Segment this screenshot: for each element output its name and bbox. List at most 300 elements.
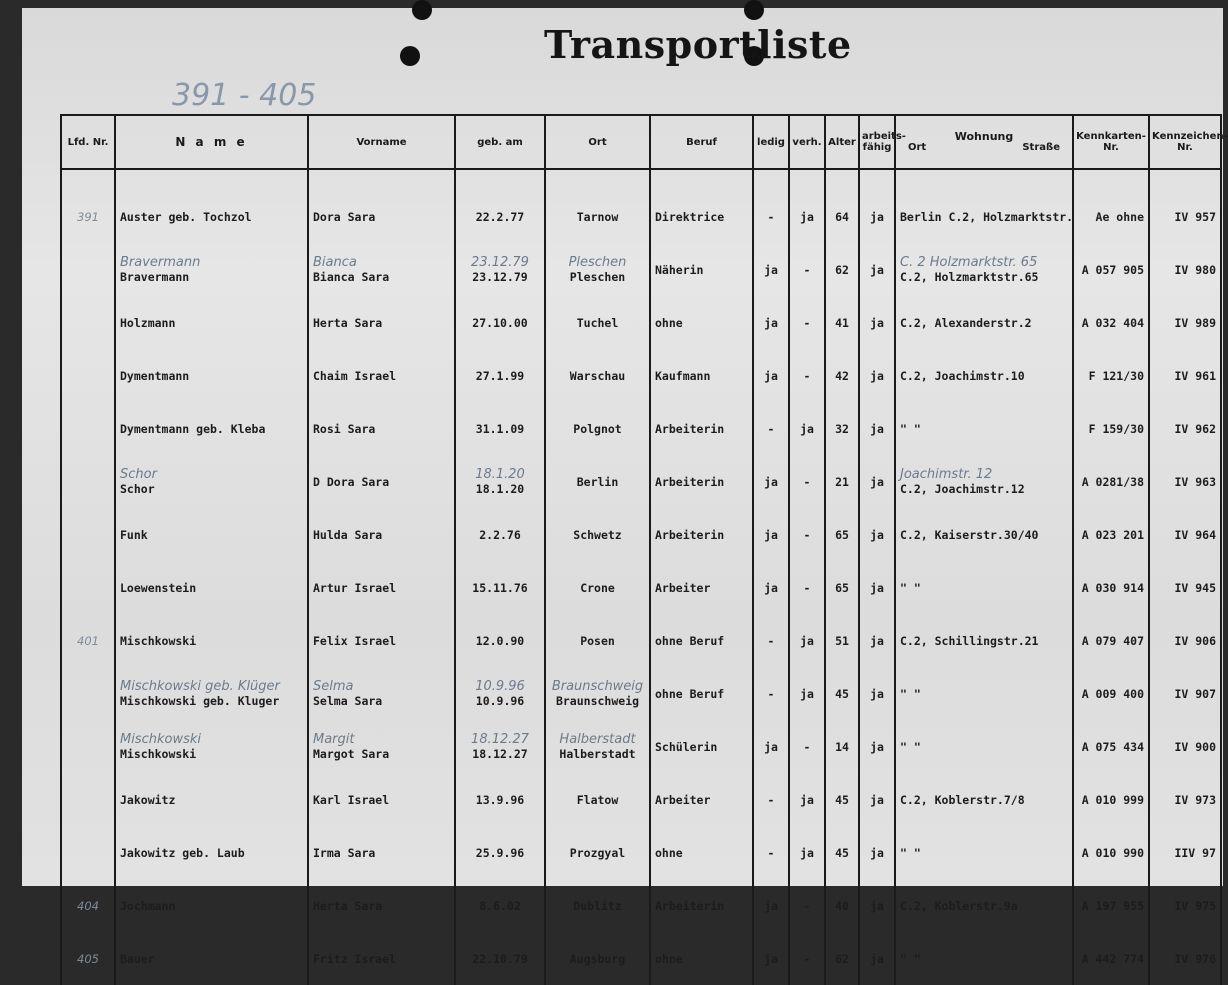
cell-text: Felix Israel	[313, 633, 397, 648]
cell-ort	[545, 773, 650, 826]
cell-text: Tarnow	[576, 209, 619, 224]
cell-ledig	[753, 296, 789, 349]
cell-text: Irma Sara	[313, 845, 376, 860]
cell-kz	[1149, 169, 1221, 243]
cell-text: 12.0.90	[475, 633, 525, 648]
document-title: Transportliste	[544, 22, 852, 67]
cell-kz	[1149, 879, 1221, 932]
table-row	[61, 932, 1221, 985]
cell-name	[115, 932, 308, 985]
cell-text: " "	[900, 951, 921, 966]
cell-text: 22.2.77	[475, 209, 525, 224]
cell-name	[115, 667, 308, 720]
cell-text: Crone	[580, 580, 615, 595]
cell-wohnung	[895, 561, 1073, 614]
cell-text: -	[767, 633, 775, 648]
cell-text: 10.9.96	[475, 693, 525, 708]
handwritten-annotation: 18.1.20	[475, 466, 525, 482]
cell-text: ja	[870, 633, 884, 648]
cell-beruf	[650, 455, 753, 508]
cell-ort	[545, 402, 650, 455]
cell-ort	[545, 296, 650, 349]
handwritten-annotation: Pleschen	[568, 254, 627, 270]
cell-text: A 010 990	[1081, 845, 1144, 860]
table-row	[61, 879, 1221, 932]
cell-ledig	[753, 773, 789, 826]
cell-ort	[545, 879, 650, 932]
cell-text: Karl Israel	[313, 792, 390, 807]
cell-arbeit	[859, 879, 895, 932]
cell-beruf	[650, 561, 753, 614]
cell-name	[115, 243, 308, 296]
cell-vorname	[308, 614, 455, 667]
cell-text: Prozgyal	[569, 845, 626, 860]
cell-text: Bravermann	[120, 269, 190, 284]
table-row	[61, 243, 1221, 296]
cell-text: A 0281/38	[1081, 474, 1144, 489]
cell-arbeit	[859, 720, 895, 773]
cell-text: Dora Sara	[313, 209, 376, 224]
cell-alter	[825, 561, 859, 614]
transport-table	[60, 114, 1228, 985]
cell-text: ja	[870, 315, 884, 330]
cell-kk	[1073, 349, 1149, 402]
cell-ort	[545, 932, 650, 985]
cell-ort	[545, 667, 650, 720]
cell-text: ja	[870, 474, 884, 489]
cell-alter	[825, 349, 859, 402]
cell-geb	[455, 296, 545, 349]
cell-vorname	[308, 508, 455, 561]
handwritten-annotation: C. 2 Holzmarktstr. 65	[900, 254, 1038, 270]
cell-vorname	[308, 879, 455, 932]
cell-text: ja	[764, 951, 778, 966]
cell-arbeit	[859, 773, 895, 826]
document-sheet	[22, 8, 1228, 966]
cell-text: 13.9.96	[475, 792, 525, 807]
cell-kz	[1149, 667, 1221, 720]
cell-text: -	[767, 686, 775, 701]
cell-lfd	[61, 508, 115, 561]
cell-text: 22.10.79	[472, 951, 528, 966]
handwritten-annotation: Halberstadt	[559, 731, 636, 747]
cell-verh	[789, 879, 825, 932]
cell-wohnung	[895, 720, 1073, 773]
cell-text: A 023 201	[1081, 527, 1144, 542]
cell-text: Mischkowski	[120, 633, 197, 648]
cell-text: ohne	[655, 315, 683, 330]
cell-text: Tuchel	[576, 315, 619, 330]
cell-text: ja	[764, 527, 778, 542]
cell-text: Artur Israel	[313, 580, 397, 595]
cell-vorname	[308, 932, 455, 985]
cell-verh	[789, 296, 825, 349]
cell-text: ja	[870, 845, 884, 860]
cell-verh	[789, 667, 825, 720]
cell-text: ohne Beruf	[655, 686, 725, 701]
header-alter: Alter	[825, 115, 859, 169]
cell-text: C.2, Koblerstr.9a	[900, 898, 1018, 913]
cell-alter	[825, 455, 859, 508]
cell-geb	[455, 932, 545, 985]
cell-text: Jochmann	[120, 898, 176, 913]
cell-kk	[1073, 773, 1149, 826]
cell-alter	[825, 720, 859, 773]
cell-lfd	[61, 402, 115, 455]
cell-text: Schor	[120, 481, 155, 496]
cell-text: -	[767, 845, 775, 860]
cell-text: ja	[800, 686, 814, 701]
header-name: N a m e	[115, 115, 308, 169]
cell-text: " "	[900, 845, 921, 860]
cell-lfd	[61, 667, 115, 720]
cell-text: A 009 400	[1081, 686, 1144, 701]
header-verh: verh.	[789, 115, 825, 169]
cell-wohnung	[895, 879, 1073, 932]
header-kennzeichen: Kennzeichen-Nr.	[1149, 115, 1221, 169]
cell-text: Direktrice	[655, 209, 725, 224]
cell-beruf	[650, 243, 753, 296]
cell-text: -	[803, 262, 811, 277]
cell-kz	[1149, 243, 1221, 296]
cell-text: Herta Sara	[313, 315, 383, 330]
cell-kz	[1149, 402, 1221, 455]
cell-text: 45	[835, 845, 849, 860]
handwritten-annotation: Selma	[313, 678, 354, 694]
handwritten-annotation: 10.9.96	[475, 678, 525, 694]
table-row	[61, 296, 1221, 349]
cell-beruf	[650, 349, 753, 402]
handwritten-annotation: Margit	[313, 731, 355, 747]
handwritten-annotation: Schor	[120, 466, 157, 482]
table-body	[61, 169, 1221, 985]
cell-text: Schülerin	[655, 739, 718, 754]
cell-text: ja	[800, 792, 814, 807]
cell-text: ja	[800, 209, 814, 224]
cell-alter	[825, 296, 859, 349]
cell-ort	[545, 720, 650, 773]
cell-geb	[455, 455, 545, 508]
cell-text: Berlin	[576, 474, 619, 489]
cell-alter	[825, 667, 859, 720]
cell-text: " "	[900, 739, 921, 754]
cell-arbeit	[859, 667, 895, 720]
cell-text: " "	[900, 421, 921, 436]
cell-verh	[789, 561, 825, 614]
cell-ort	[545, 169, 650, 243]
cell-beruf	[650, 508, 753, 561]
cell-verh	[789, 932, 825, 985]
cell-wohnung	[895, 773, 1073, 826]
cell-text: C.2, Koblerstr.7/8	[900, 792, 1025, 807]
cell-kk	[1073, 932, 1149, 985]
cell-alter	[825, 614, 859, 667]
cell-arbeit	[859, 508, 895, 561]
cell-text: 18.12.27	[472, 746, 528, 761]
cell-kz	[1149, 296, 1221, 349]
cell-alter	[825, 402, 859, 455]
table-row	[61, 773, 1221, 826]
cell-text: ja	[870, 792, 884, 807]
handwritten-annotation: Mischkowski geb. Klüger	[120, 678, 280, 694]
cell-kk	[1073, 243, 1149, 296]
cell-arbeit	[859, 402, 895, 455]
header-kennkarte: Kennkarten-Nr.	[1073, 115, 1149, 169]
cell-lfd	[61, 243, 115, 296]
table-row	[61, 508, 1221, 561]
cell-vorname	[308, 720, 455, 773]
cell-geb	[455, 349, 545, 402]
cell-text: ja	[870, 580, 884, 595]
cell-arbeit	[859, 296, 895, 349]
cell-lfd: 391	[61, 169, 115, 243]
cell-ledig	[753, 667, 789, 720]
cell-text: Loewenstein	[120, 580, 197, 595]
cell-text: 65	[835, 580, 849, 595]
cell-verh	[789, 773, 825, 826]
cell-text: Braunschweig	[555, 693, 640, 708]
cell-text: C.2, Holzmarktstr.65	[900, 269, 1039, 284]
cell-name	[115, 561, 308, 614]
cell-text: A 079 407	[1081, 633, 1144, 648]
cell-ledig	[753, 826, 789, 879]
cell-name	[115, 773, 308, 826]
cell-text: Polgnot	[573, 421, 622, 436]
cell-text: 64	[835, 209, 849, 224]
cell-ledig	[753, 243, 789, 296]
cell-text: -	[803, 951, 811, 966]
cell-text: A 032 404	[1081, 315, 1144, 330]
table-row	[61, 455, 1221, 508]
cell-text: 65	[835, 527, 849, 542]
cell-text: IV 962	[1174, 421, 1216, 436]
cell-text: ja	[764, 580, 778, 595]
cell-text: " "	[900, 686, 921, 701]
cell-text: -	[767, 792, 775, 807]
cell-text: IV 973	[1174, 792, 1216, 807]
cell-ledig	[753, 614, 789, 667]
cell-text: 62	[835, 951, 849, 966]
cell-wohnung	[895, 296, 1073, 349]
cell-alter	[825, 932, 859, 985]
header-wohnung-ort: Ort	[908, 142, 927, 153]
cell-text: Mischkowski	[120, 746, 197, 761]
cell-ort	[545, 614, 650, 667]
cell-ledig	[753, 508, 789, 561]
cell-text: -	[803, 739, 811, 754]
cell-text: Margot Sara	[313, 746, 390, 761]
cell-verh	[789, 508, 825, 561]
cell-arbeit	[859, 614, 895, 667]
cell-ort	[545, 243, 650, 296]
cell-text: ja	[764, 898, 778, 913]
cell-geb	[455, 614, 545, 667]
cell-text: Selma Sara	[313, 693, 383, 708]
cell-kz	[1149, 932, 1221, 985]
cell-beruf	[650, 169, 753, 243]
cell-text: C.2, Schillingstr.21	[900, 633, 1039, 648]
cell-text: 21	[835, 474, 849, 489]
header-ledig: ledig	[753, 115, 789, 169]
header-ort: Ort	[545, 115, 650, 169]
cell-text: Bauer	[120, 951, 155, 966]
handwritten-annotation: Joachimstr. 12	[900, 466, 993, 482]
cell-text: Herta Sara	[313, 898, 383, 913]
cell-kk	[1073, 667, 1149, 720]
cell-arbeit	[859, 243, 895, 296]
cell-wohnung	[895, 667, 1073, 720]
handwritten-annotation: Mischkowski	[120, 731, 202, 747]
header-geb: geb. am	[455, 115, 545, 169]
cell-text: A 010 999	[1081, 792, 1144, 807]
cell-name	[115, 720, 308, 773]
cell-geb	[455, 508, 545, 561]
cell-text: Flatow	[576, 792, 619, 807]
cell-ledig	[753, 349, 789, 402]
cell-beruf	[650, 667, 753, 720]
cell-geb	[455, 773, 545, 826]
cell-verh	[789, 455, 825, 508]
cell-text: 45	[835, 792, 849, 807]
cell-wohnung	[895, 169, 1073, 243]
cell-geb	[455, 667, 545, 720]
cell-beruf	[650, 826, 753, 879]
cell-text: 45	[835, 686, 849, 701]
table-row	[61, 561, 1221, 614]
cell-verh	[789, 243, 825, 296]
cell-text: Bianca Sara	[313, 269, 390, 284]
cell-lfd	[61, 826, 115, 879]
cell-alter	[825, 169, 859, 243]
handwritten-annotation: Bianca	[313, 254, 357, 270]
cell-name	[115, 402, 308, 455]
cell-text: C.2, Alexanderstr.2	[900, 315, 1032, 330]
cell-name	[115, 614, 308, 667]
table-row	[61, 720, 1221, 773]
cell-kk	[1073, 455, 1149, 508]
cell-text: IV 900	[1174, 739, 1216, 754]
cell-vorname	[308, 455, 455, 508]
cell-geb	[455, 169, 545, 243]
cell-text: -	[803, 580, 811, 595]
cell-text: Jakowitz	[120, 792, 176, 807]
cell-text: Dymentmann	[120, 368, 190, 383]
cell-wohnung	[895, 455, 1073, 508]
cell-text: 27.10.00	[472, 315, 528, 330]
cell-text: Mischkowski geb. Kluger	[120, 693, 280, 708]
cell-arbeit	[859, 349, 895, 402]
cell-text: 51	[835, 633, 849, 648]
cell-text: IV 961	[1174, 368, 1216, 383]
cell-text: C.2, Joachimstr.12	[900, 481, 1025, 496]
cell-text: ohne	[655, 951, 683, 966]
cell-wohnung	[895, 508, 1073, 561]
cell-kk	[1073, 720, 1149, 773]
cell-text: ja	[800, 633, 814, 648]
cell-kz	[1149, 773, 1221, 826]
cell-text: 14	[835, 739, 849, 754]
cell-geb	[455, 720, 545, 773]
cell-text: Dublitz	[573, 898, 622, 913]
cell-alter	[825, 879, 859, 932]
cell-vorname	[308, 826, 455, 879]
cell-text: 31.1.09	[475, 421, 525, 436]
cell-ledig	[753, 932, 789, 985]
cell-ort	[545, 561, 650, 614]
cell-text: -	[803, 368, 811, 383]
cell-kk	[1073, 296, 1149, 349]
cell-alter	[825, 508, 859, 561]
cell-ledig	[753, 455, 789, 508]
cell-alter	[825, 243, 859, 296]
cell-text: ja	[764, 474, 778, 489]
cell-kk	[1073, 614, 1149, 667]
cell-ledig	[753, 402, 789, 455]
header-vorname: Vorname	[308, 115, 455, 169]
table-row	[61, 169, 1221, 243]
cell-text: ja	[800, 845, 814, 860]
cell-ort	[545, 508, 650, 561]
cell-text: ja	[764, 368, 778, 383]
cell-lfd	[61, 561, 115, 614]
table-row	[61, 614, 1221, 667]
punch-hole-icon	[412, 0, 432, 20]
cell-text: ja	[800, 421, 814, 436]
cell-text: -	[803, 315, 811, 330]
cell-text: 62	[835, 262, 849, 277]
cell-text: 23.12.79	[472, 269, 528, 284]
cell-alter	[825, 826, 859, 879]
cell-vorname	[308, 667, 455, 720]
cell-wohnung	[895, 826, 1073, 879]
cell-text: A 057 905	[1081, 262, 1144, 277]
cell-name	[115, 349, 308, 402]
batch-note: 391 - 405	[172, 78, 317, 113]
cell-text: Rosi Sara	[313, 421, 376, 436]
cell-wohnung	[895, 614, 1073, 667]
cell-vorname	[308, 169, 455, 243]
cell-kz	[1149, 720, 1221, 773]
cell-arbeit	[859, 455, 895, 508]
cell-text: F 159/30	[1088, 421, 1144, 436]
cell-text: Arbeiterin	[655, 474, 725, 489]
cell-arbeit	[859, 561, 895, 614]
cell-text: Posen	[580, 633, 615, 648]
cell-text: IIV 97	[1174, 845, 1216, 860]
cell-kz	[1149, 561, 1221, 614]
cell-arbeit	[859, 932, 895, 985]
cell-kz	[1149, 826, 1221, 879]
cell-ledig	[753, 879, 789, 932]
cell-text: -	[803, 898, 811, 913]
cell-kz	[1149, 349, 1221, 402]
cell-beruf	[650, 932, 753, 985]
cell-kk	[1073, 169, 1149, 243]
cell-text: Arbeiter	[655, 792, 711, 807]
cell-text: IV 975	[1174, 898, 1216, 913]
cell-text: Näherin	[655, 262, 704, 277]
cell-text: IV 989	[1174, 315, 1216, 330]
cell-name	[115, 826, 308, 879]
cell-text: ja	[764, 739, 778, 754]
cell-text: A 442 774	[1081, 951, 1144, 966]
cell-beruf	[650, 296, 753, 349]
cell-text: D Dora Sara	[313, 474, 390, 489]
cell-ort	[545, 349, 650, 402]
cell-text: Ae ohne	[1095, 209, 1144, 224]
cell-beruf	[650, 879, 753, 932]
cell-arbeit	[859, 169, 895, 243]
